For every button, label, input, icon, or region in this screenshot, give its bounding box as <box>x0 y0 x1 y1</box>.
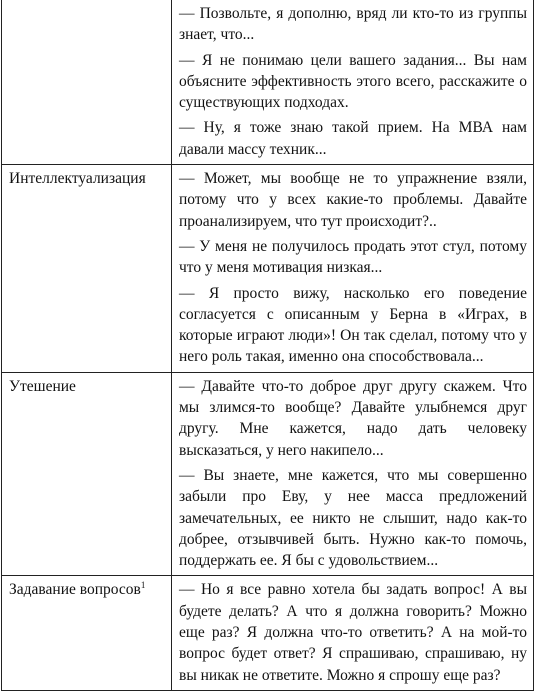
term-cell <box>2 372 172 576</box>
term-cell <box>2 165 172 373</box>
term-label: Задавание вопросов <box>9 581 141 599</box>
quote: — Ну, я тоже знаю такой прием. На МВА нам давали массу техник... <box>179 119 527 158</box>
quotes-cell <box>172 0 534 165</box>
quotes-cell <box>172 372 534 576</box>
term-label: Утешение <box>9 377 76 395</box>
quote: — Я просто вижу, насколько его поведение согласуется с описанным у Берна в «Играх, в которые играют люди»! Он так сделал, потому что у него роль такая, именно она способствовала... <box>179 284 527 366</box>
table-row <box>2 165 534 373</box>
quote: — Позвольте, я дополню, вряд ли кто-то из группы знает, что... <box>179 5 527 44</box>
quote: — Может, мы вообще не то упражнение взяли, потому что у всех какие-то проблемы. Давайте проанализируем, что тут происходит?.. <box>179 170 527 230</box>
quote: — У меня не получилось продать этот стул, потому что у меня мотивация низкая... <box>179 237 527 277</box>
defense-mechanisms-table <box>1 0 534 691</box>
quote: — Я не понимаю цели вашего задания... Вы нам объясните эффективность этого всего, расскажите о существующих подходах. <box>179 51 527 112</box>
table-row <box>2 372 534 576</box>
term-cell <box>2 576 172 690</box>
footnote-marker: 1 <box>140 580 146 591</box>
quote: — Но я все равно хотела бы задать вопрос! А вы будете делать? А что я должна говорить? Можно еще раз? Я должна что-то ответить? А на мой-то вопрос будет ответ? Я спрашиваю, спрашиваю, ну вы никак не ответите. Можно я спрошу еще раз? <box>179 581 527 684</box>
quote: — Вы знаете, мне кажется, что мы совершенно забыли про Еву, у нее масса предложений замечательных, ее никто не слышит, надо как-то добрее, отзывчивей быть. Нужно как-то помочь, поддержать ее. Я бы с удовольствием... <box>179 466 527 570</box>
table-row <box>2 0 534 165</box>
quotes-cell <box>172 165 534 373</box>
table-row <box>2 576 534 690</box>
term-label: Интеллектуализация <box>9 170 146 188</box>
term-cell <box>2 0 172 165</box>
quote: — Давайте что-то доброе друг другу скажем. Что мы злимся-то вообще? Давайте улыбнемся друг другу. Мне кажется, надо дать человеку высказаться, у него накипело... <box>179 377 527 459</box>
quotes-cell <box>172 576 534 690</box>
